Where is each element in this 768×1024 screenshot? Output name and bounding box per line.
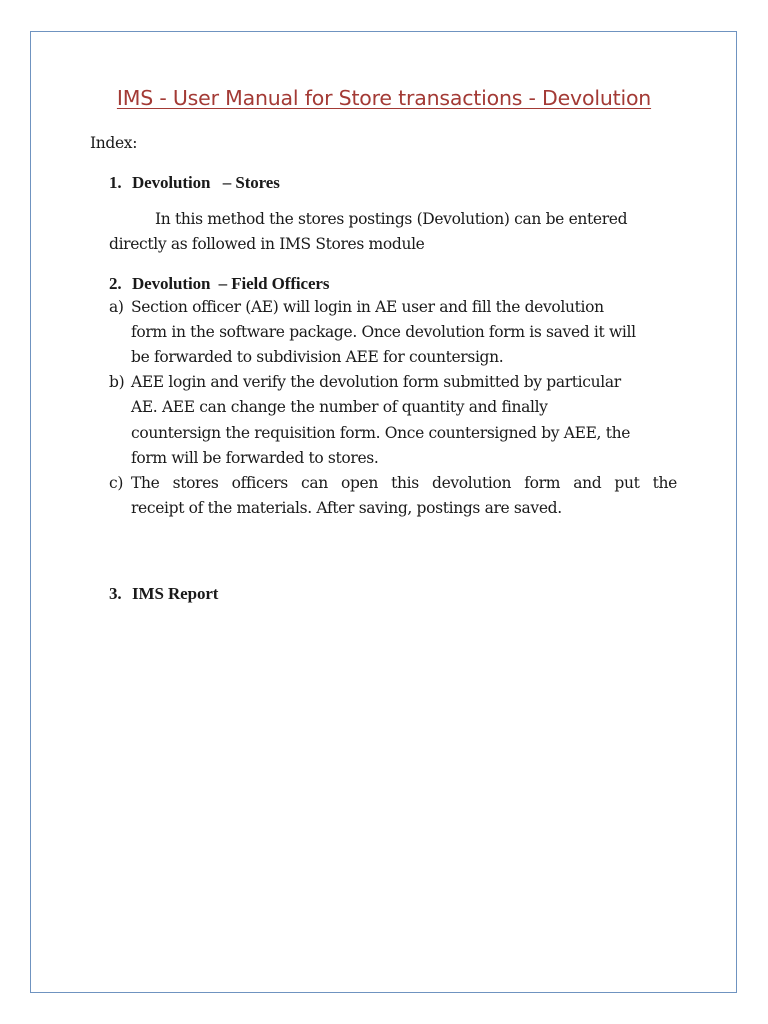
section-3-heading: IMS Report <box>132 584 219 603</box>
list-item-b-line: countersign the requisition form. Once countersigned by AEE, the <box>131 424 631 442</box>
list-item-c-line: The stores officers can open this devolution form and put the <box>131 474 677 492</box>
list-item-b-line: AE. AEE can change the number of quantity and finally <box>131 398 548 416</box>
list-item-b-line: AEE login and verify the devolution form submitted by particular <box>131 373 621 391</box>
list-item-a-marker: a) <box>109 298 124 316</box>
section-1-heading: Devolution – Stores <box>132 173 280 192</box>
section-3-number: 3. <box>109 584 122 603</box>
list-item-a-line: be forwarded to subdivision AEE for countersign. <box>131 348 504 366</box>
section-1-number: 1. <box>109 173 122 192</box>
list-item-c-line: receipt of the materials. After saving, postings are saved. <box>131 499 562 517</box>
list-item-a-line: form in the software package. Once devolution form is saved it will <box>131 323 636 341</box>
section-1-paragraph-line-2: directly as followed in IMS Stores module <box>109 235 425 253</box>
list-item-c-marker: c) <box>109 474 124 492</box>
section-2-heading: Devolution – Field Officers <box>132 274 330 293</box>
section-2-number: 2. <box>109 274 122 293</box>
section-1-paragraph-line-1: In this method the stores postings (Devolution) can be entered <box>155 210 628 228</box>
document-title: IMS - User Manual for Store transactions - Devolution <box>116 86 652 110</box>
list-item-a-line: Section officer (AE) will login in AE user and fill the devolution <box>131 298 604 316</box>
list-item-b-line: form will be forwarded to stores. <box>131 449 379 467</box>
index-label: Index: <box>90 134 138 152</box>
list-item-b-marker: b) <box>109 373 125 391</box>
